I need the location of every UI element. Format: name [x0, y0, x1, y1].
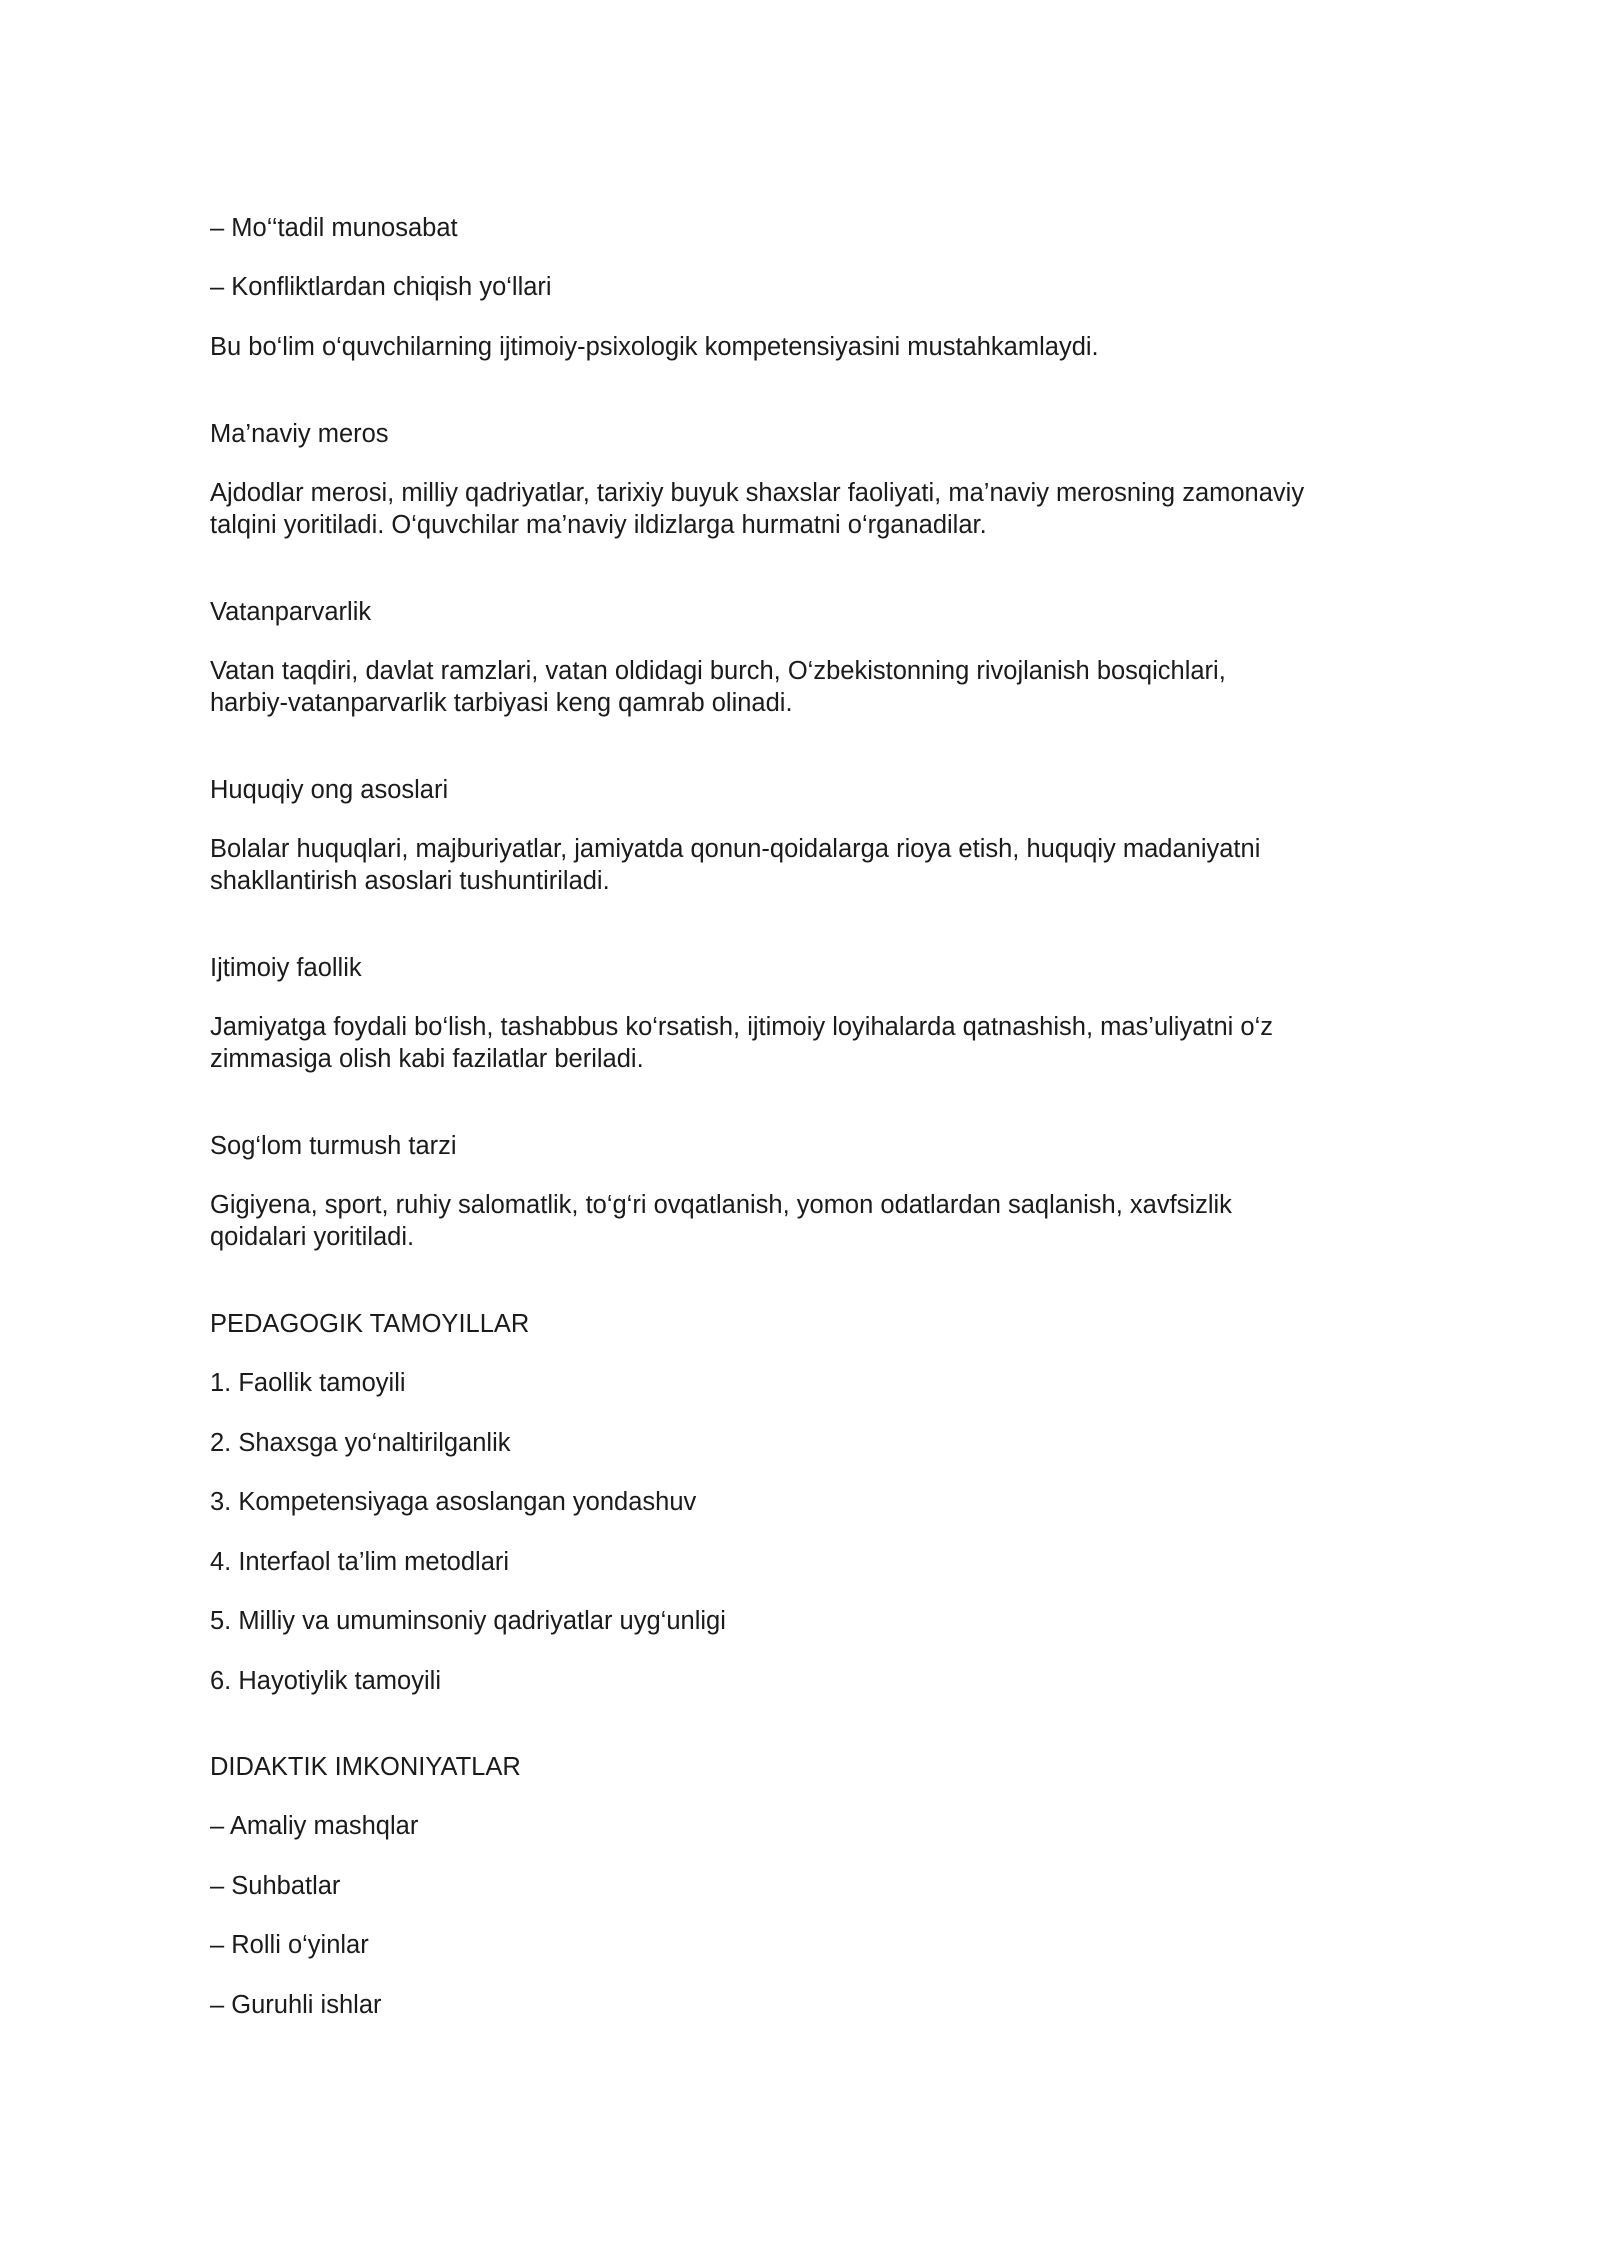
principle-item: 4. Interfaol ta’lim metodlari: [210, 1548, 510, 1576]
didactic-heading: DIDAKTIK IMKONIYATLAR: [210, 1753, 521, 1781]
principle-item: 1. Faollik tamoyili: [210, 1369, 406, 1397]
didactic-item: – Suhbatlar: [210, 1872, 341, 1900]
section-body-line: Vatan taqdiri, davlat ramzlari, vatan oldidagi burch, O‘zbekistonning rivojlanish bosqichlari,: [210, 657, 1226, 685]
section-body-line: zimmasiga olish kabi fazilatlar beriladi.: [210, 1045, 644, 1073]
principle-item: 2. Shaxsga yo‘naltirilganlik: [210, 1429, 511, 1457]
section-body-line: shakllantirish asoslari tushuntiriladi.: [210, 867, 610, 895]
section-body-line: Bolalar huquqlari, majburiyatlar, jamiyatda qonun-qoidalarga rioya etish, huquqiy madaniyatni: [210, 835, 1261, 863]
section-heading: Ijtimoiy faollik: [210, 954, 362, 982]
section-heading: Ma’naviy meros: [210, 420, 389, 448]
list-item: – Mo‘‘tadil munosabat: [210, 214, 458, 242]
section-body-line: harbiy-vatanparvarlik tarbiyasi keng qamrab olinadi.: [210, 689, 793, 717]
section-heading: Sog‘lom turmush tarzi: [210, 1132, 457, 1160]
section-heading: Vatanparvarlik: [210, 598, 372, 626]
didactic-item: – Guruhli ishlar: [210, 1991, 382, 2019]
didactic-item: – Rolli o‘yinlar: [210, 1931, 369, 1959]
section-body-line: talqini yoritiladi. O‘quvchilar ma’naviy ildizlarga hurmatni o‘rganadilar.: [210, 511, 987, 539]
section-body-line: qoidalari yoritiladi.: [210, 1223, 415, 1251]
principles-heading: PEDAGOGIK TAMOYILLAR: [210, 1310, 530, 1338]
didactic-item: – Amaliy mashqlar: [210, 1812, 419, 1840]
principle-item: 5. Milliy va umuminsoniy qadriyatlar uyg‘unligi: [210, 1607, 726, 1635]
principle-item: 6. Hayotiylik tamoyili: [210, 1667, 441, 1695]
section-heading: Huquqiy ong asoslari: [210, 776, 449, 804]
intro-paragraph: Bu bo‘lim o‘quvchilarning ijtimoiy-psixologik kompetensiyasini mustahkamlaydi.: [210, 333, 1099, 361]
list-item: – Konfliktlardan chiqish yo‘llari: [210, 273, 552, 301]
section-body-line: Gigiyena, sport, ruhiy salomatlik, to‘g‘ri ovqatlanish, yomon odatlardan saqlanish, xavfsizlik: [210, 1191, 1232, 1219]
principle-item: 3. Kompetensiyaga asoslangan yondashuv: [210, 1488, 697, 1516]
section-body-line: Ajdodlar merosi, milliy qadriyatlar, tarixiy buyuk shaxslar faoliyati, ma’naviy merosning zamonaviy: [210, 479, 1305, 507]
section-body-line: Jamiyatga foydali bo‘lish, tashabbus ko‘rsatish, ijtimoiy loyihalarda qatnashish, mas’uliyatni o‘z: [210, 1013, 1274, 1041]
